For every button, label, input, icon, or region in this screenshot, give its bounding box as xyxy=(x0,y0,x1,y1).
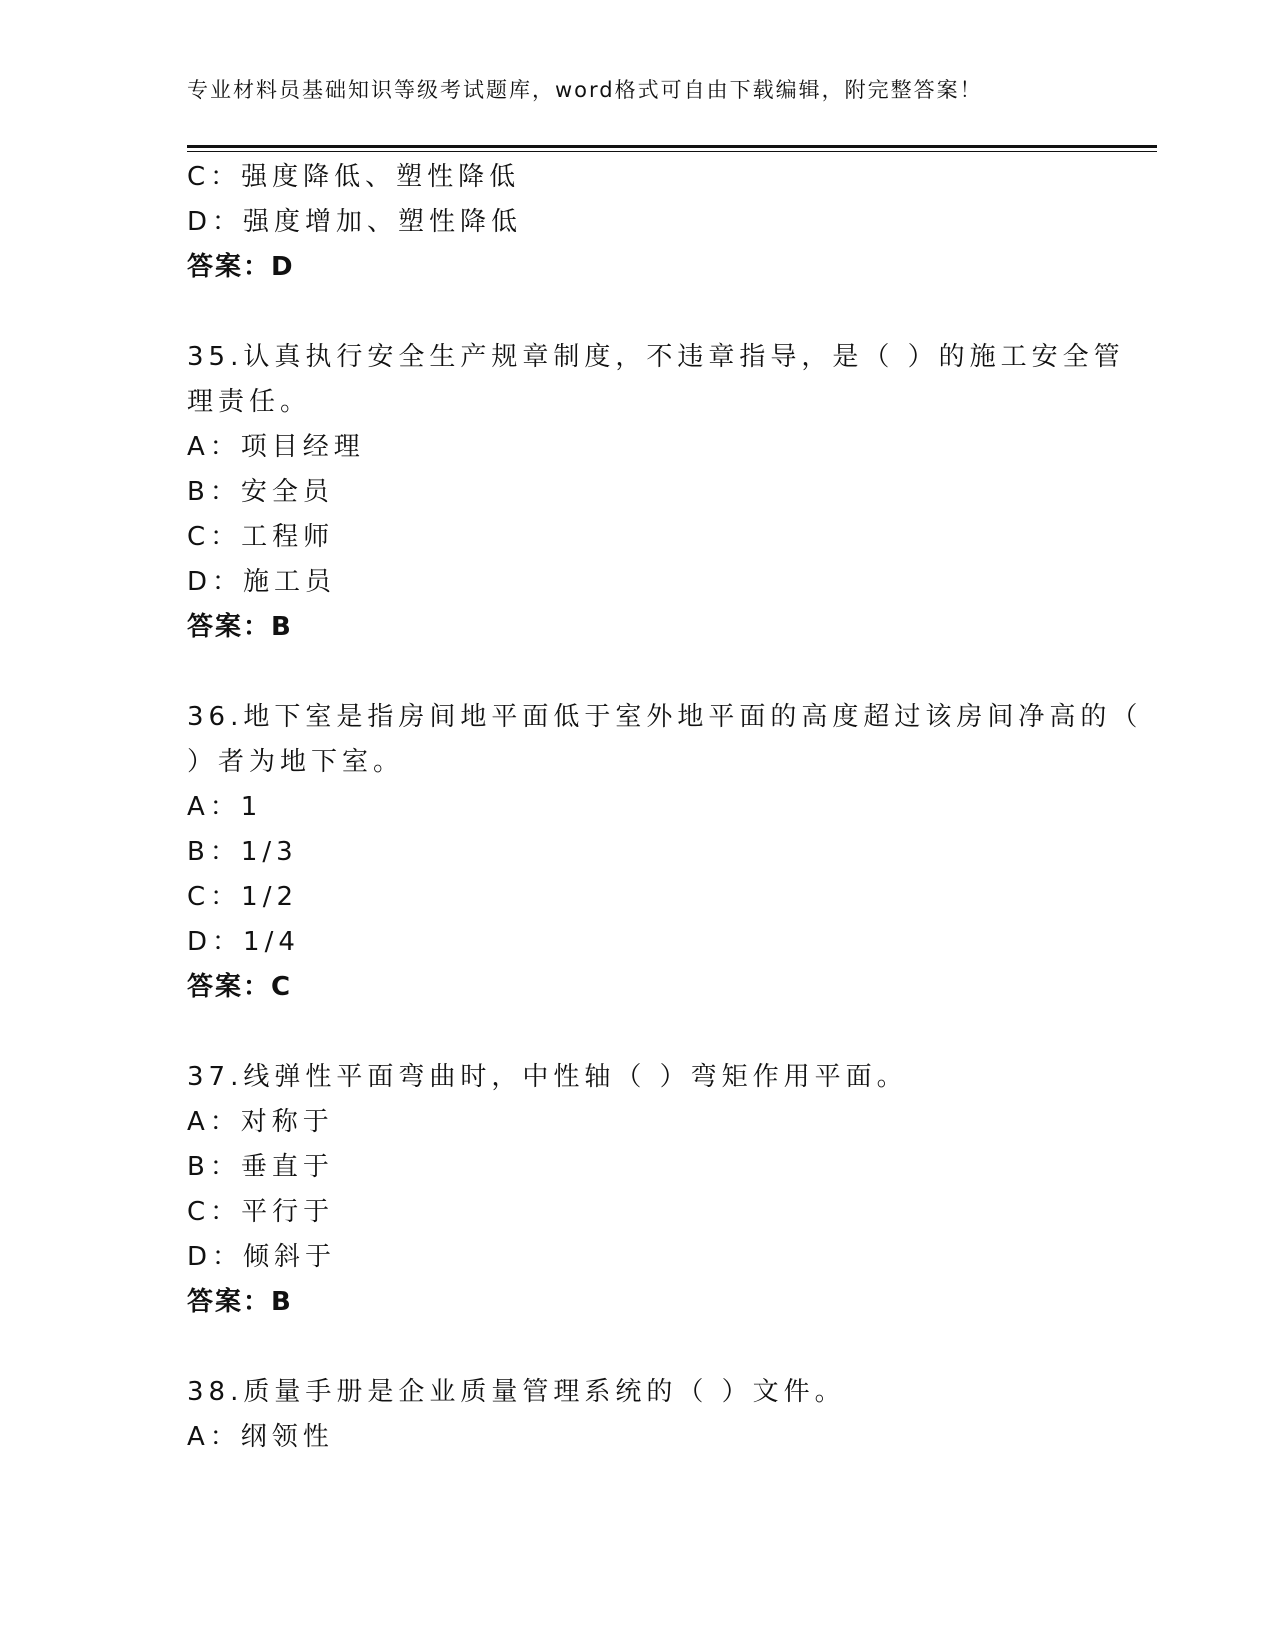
answer: 答案：D xyxy=(187,252,295,282)
option-c: C：工程师 xyxy=(187,522,335,552)
option-a: A：对称于 xyxy=(187,1107,334,1137)
option-c: C：1/2 xyxy=(187,882,298,912)
option-c: C：平行于 xyxy=(187,1197,335,1227)
option-a: A：纲领性 xyxy=(187,1422,334,1452)
header-rule-thin xyxy=(187,151,1157,152)
question-37-text: 37.线弹性平面弯曲时，中性轴（ ）弯矩作用平面。 xyxy=(187,1062,908,1092)
option-d: D：施工员 xyxy=(187,567,337,597)
question-35-text-cont: 理责任。 xyxy=(187,387,312,417)
question-35-text: 35.认真执行安全生产规章制度，不违章指导，是（ ）的施工安全管 xyxy=(187,342,1125,372)
option-d: D：强度增加、塑性降低 xyxy=(187,207,523,237)
option-a: A：项目经理 xyxy=(187,432,365,462)
question-36-text-cont: ）者为地下室。 xyxy=(187,747,405,777)
option-d: D：1/4 xyxy=(187,927,300,957)
option-c: C：强度降低、塑性降低 xyxy=(187,162,521,192)
answer: 答案：B xyxy=(187,1287,293,1317)
answer: 答案：B xyxy=(187,612,293,642)
answer: 答案：C xyxy=(187,972,293,1002)
question-38-text: 38.质量手册是企业质量管理系统的（ ）文件。 xyxy=(187,1377,846,1407)
option-a: A：1 xyxy=(187,792,263,822)
option-b: B：垂直于 xyxy=(187,1152,334,1182)
question-36-text: 36.地下室是指房间地平面低于室外地平面的高度超过该房间净高的（ xyxy=(187,702,1143,732)
page-header: 专业材料员基础知识等级考试题库，word格式可自由下载编辑，附完整答案！ xyxy=(187,78,983,102)
header-rule xyxy=(187,145,1157,148)
option-b: B：1/3 xyxy=(187,837,298,867)
option-d: D：倾斜于 xyxy=(187,1242,337,1272)
option-b: B：安全员 xyxy=(187,477,334,507)
